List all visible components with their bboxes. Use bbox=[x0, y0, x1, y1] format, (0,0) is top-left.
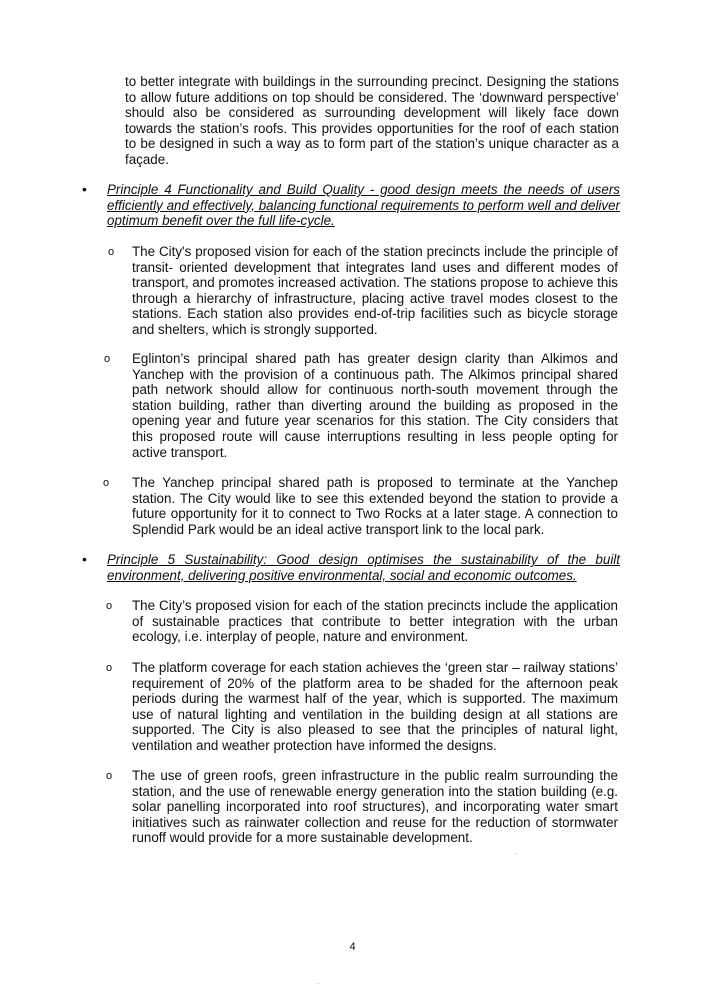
principle-5-item-1-text: The City’s proposed vision for each of the station precincts include the application of sustainable practices that contribute to better integration with the urban ecology, i.e. interplay of people, nature and environment. bbox=[132, 598, 618, 645]
principle-5-item-2-marker: o bbox=[106, 662, 113, 674]
scan-speck bbox=[516, 853, 517, 854]
principle-4-item-2-text: Eglinton’s principal shared path has greater design clarity than Alkimos and Yanchep with the provision of a continuous path. The Alkimos principal shared path network should allow for continuous north-south movement through the station building, rather than diverting around the building as proposed in the opening year and future year scenarios for this station. The City considers that this proposed route will cause interruptions resulting in less people opting for active transport. bbox=[132, 351, 618, 460]
principle-4-item-2-marker: o bbox=[104, 353, 111, 365]
principle-4-item-3-marker: o bbox=[103, 477, 110, 489]
principle-4-item-1-text: The City's proposed vision for each of the station precincts include the principle of transit- oriented development that integrates land uses and different modes of transport, and promotes increased activation. The stations propose to achieve this through a hierarchy of infrastructure, placing active travel modes closest to the stations. Each station also provides end-of-trip facilities such as bicycle storage and shelters, which is strongly supported. bbox=[132, 244, 618, 337]
principle-4-heading: Principle 4 Functionality and Build Quality - good design meets the needs of users efficiently and effectively, balancing functional requirements to perform well and deliver optimum benefit over the full life-cycle. bbox=[107, 182, 620, 229]
principle-5-item-3-marker: o bbox=[106, 770, 113, 782]
intro-paragraph: to better integrate with buildings in the surrounding precinct. Designing the stations to allow future additions on top should be considered. The ‘downward perspective’ should also be considered as surrounding development will likely face down towards the station’s roofs. This provides opportunities for the roof of each station to be designed in such a way as to form part of the station’s unique character as a façade. bbox=[125, 74, 619, 167]
principle-4-bullet: • bbox=[82, 181, 87, 197]
principle-4-item-3-text: The Yanchep principal shared path is proposed to terminate at the Yanchep station. The City would like to see this extended beyond the station to provide a future opportunity for it to connect to Two Rocks at a later stage. A connection to Splendid Park would be an ideal active transport link to the local park. bbox=[132, 475, 618, 537]
principle-5-heading: Principle 5 Sustainability: Good design optimises the sustainability of the built environment, delivering positive environmental, social and economic outcomes. bbox=[107, 552, 620, 583]
scan-speck bbox=[318, 983, 319, 984]
principle-5-bullet: • bbox=[82, 551, 87, 567]
principle-5-item-3-text: The use of green roofs, green infrastructure in the public realm surrounding the station, and the use of renewable energy generation into the station building (e.g. solar panelling incorporated into roof structures), and incorporating water smart initiatives such as rainwater collection and reuse for the reduction of stormwater runoff would provide for a more sustainable development. bbox=[132, 768, 618, 846]
principle-4-item-1-marker: o bbox=[108, 246, 115, 258]
page-number: 4 bbox=[349, 941, 356, 953]
principle-5-item-2-text: The platform coverage for each station achieves the ‘green star – railway stations’ requirement of 20% of the platform area to be shaded for the afternoon peak periods during the warmest half of the year, which is supported. The maximum use of natural lighting and ventilation in the building design at all stations are supported. The City is also pleased to see that the principles of natural light, ventilation and weather protection have informed the designs. bbox=[132, 660, 618, 753]
principle-5-item-1-marker: o bbox=[106, 600, 113, 612]
